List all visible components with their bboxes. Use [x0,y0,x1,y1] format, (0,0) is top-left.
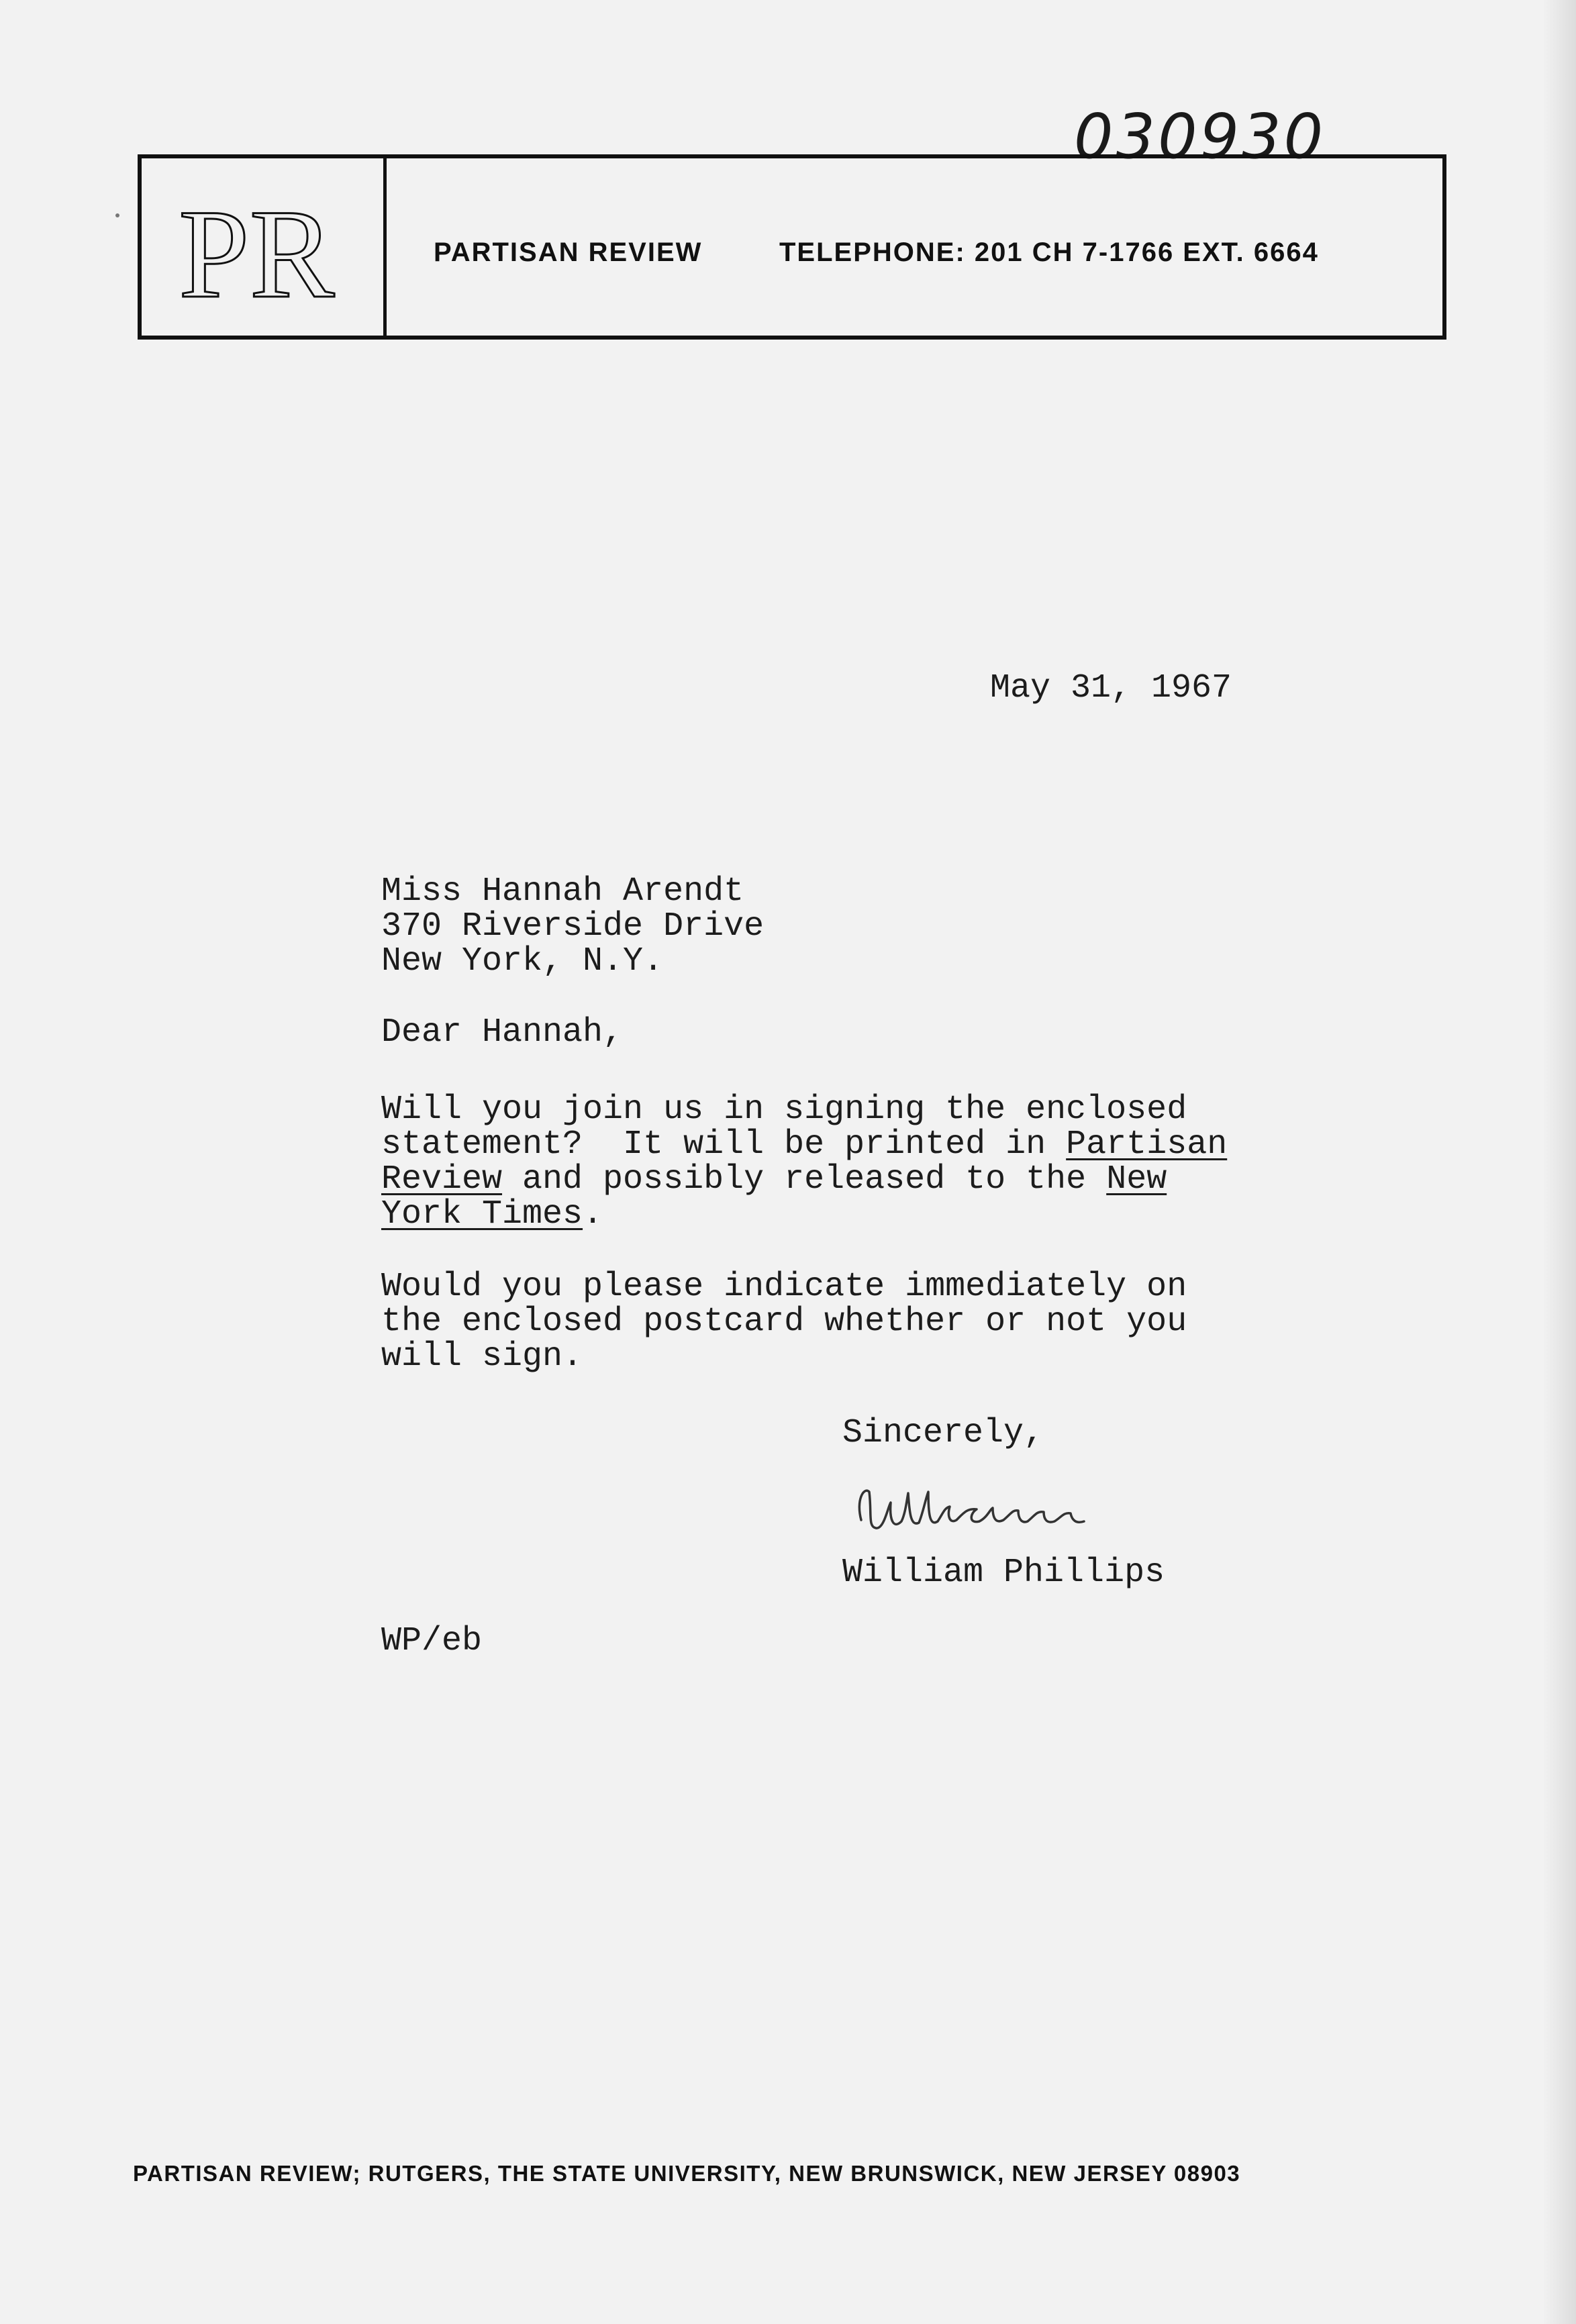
paragraph-line [381,1127,1227,1162]
letterhead-divider [383,158,387,336]
signer-name: William Phillips [842,1554,1165,1592]
salutation: Dear Hannah, [381,1013,624,1052]
pr-logo-text: PR [179,184,335,325]
letterhead-title: PARTISAN REVIEW [434,238,703,267]
paragraph-line [381,1162,1227,1197]
letter-date: May 31, 1967 [990,669,1232,707]
publication-title: Partisan [1066,1125,1228,1164]
body-paragraph-1 [381,1093,1227,1232]
line-text: and possibly released to the [502,1160,1107,1199]
letterhead-box [138,154,1446,340]
recipient-line: Miss Hannah Arendt [381,872,744,911]
paragraph-line: Would you please indicate immediately on [381,1268,1187,1306]
typist-initials: WP/eb [381,1622,483,1660]
closing: Sincerely, [842,1414,1044,1452]
letterhead-footer: PARTISAN REVIEW; RUTGERS, THE STATE UNIVERSITY, NEW BRUNSWICK, NEW JERSEY 08903 [133,2161,1241,2186]
paragraph-line [381,1197,1227,1232]
handwritten-signature [849,1473,1118,1547]
archive-number: 030930 [1074,101,1326,172]
newspaper-title: York Times [381,1195,583,1233]
page-edge-shadow [1542,0,1576,2324]
recipient-address [381,874,764,979]
paragraph-line: the enclosed postcard whether or not you [381,1303,1187,1341]
ink-speck [115,213,119,217]
line-text: . [583,1195,603,1233]
recipient-line: 370 Riverside Drive [381,907,765,946]
body-paragraph-2 [381,1270,1187,1374]
publication-title: Review [381,1160,503,1199]
newspaper-title: New [1106,1160,1167,1199]
paragraph-line: will sign. [381,1337,583,1376]
paragraph-line: Will you join us in signing the enclosed [381,1091,1187,1129]
recipient-line: New York, N.Y. [381,942,664,980]
line-text: statement? It will be printed in [381,1125,1067,1164]
letterhead-phone: TELEPHONE: 201 CH 7-1766 EXT. 6664 [779,238,1319,267]
pr-logo [172,177,373,325]
